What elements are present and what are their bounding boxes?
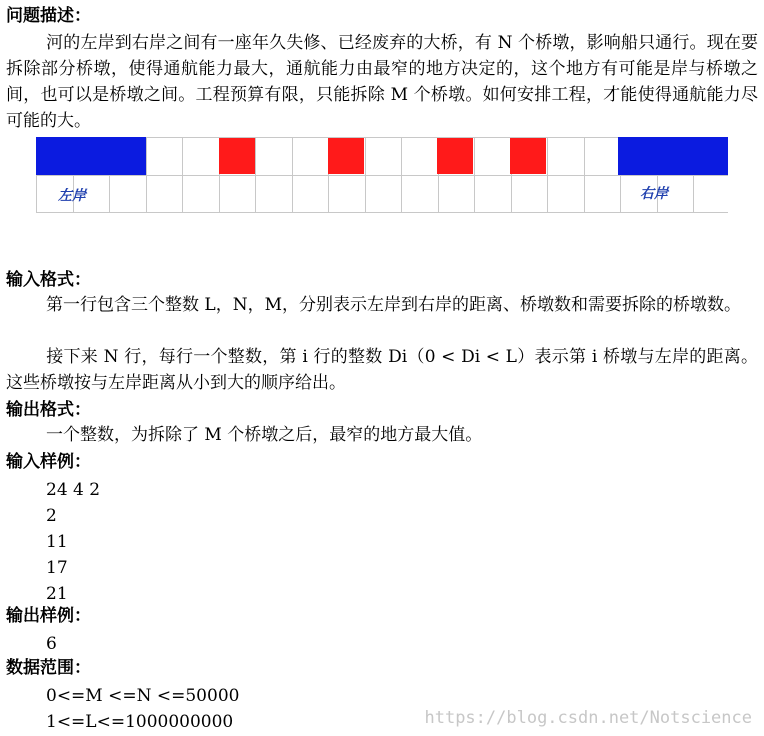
pier [437,138,473,174]
data-range-line: 1<=L<=1000000000 [46,712,234,732]
sample-input-heading: 输入样例： [6,452,91,472]
sample-output-heading: 输出样例： [6,606,91,626]
sample-input-line: 17 [46,558,68,578]
bridge-diagram [36,137,728,213]
problem-text: 河的左岸到右岸之间有一座年久失修、已经废弃的大桥，有 N 个桥墩，影响船只通行。现在要拆除部分桥墩，使得通航能力最大，通航能力由最窄的地方决定的，这个地方有可能是岸与桥墩之间，也可以是桥墩之间。工程预算有限，只能拆除 M 个桥墩。如何安排工程，才能使得通航能力尽可能的大。 [6,33,758,131]
left-bank-label: 左岸 [58,188,86,204]
input-format-heading: 输入格式： [6,270,91,290]
pier [510,138,546,174]
pier [219,138,255,174]
pier [328,138,364,174]
problem-heading: 问题描述： [6,6,91,26]
data-range-line: 0<=M <=N <=50000 [46,686,240,706]
output-format-heading: 输出格式： [6,400,91,420]
right-bank [618,137,728,175]
input-format-para2: 接下来 N 行，每行一个整数，第 i 行的整数 Di（0 < Di < L）表示第 i 桥墩与左岸的距离。这些桥墩按与左岸距离从小到大的顺序给出。 [6,347,758,393]
sample-input-line: 21 [46,584,68,604]
sample-input-line: 24 4 2 [46,480,101,500]
left-bank [36,137,146,175]
input-format-para1: 第一行包含三个整数 L，N，M，分别表示左岸到右岸的距离、桥墩数和需要拆除的桥墩数。 [46,295,741,315]
right-bank-label: 右岸 [640,186,668,202]
sample-input-line: 11 [46,532,68,552]
output-format-text: 一个整数，为拆除了 M 个桥墩之后，最窄的地方最大值。 [46,425,483,445]
sample-output-line: 6 [46,634,57,654]
watermark: https://blog.csdn.net/Notscience [424,708,752,728]
sample-input-line: 2 [46,506,57,526]
data-range-heading: 数据范围： [6,658,91,678]
